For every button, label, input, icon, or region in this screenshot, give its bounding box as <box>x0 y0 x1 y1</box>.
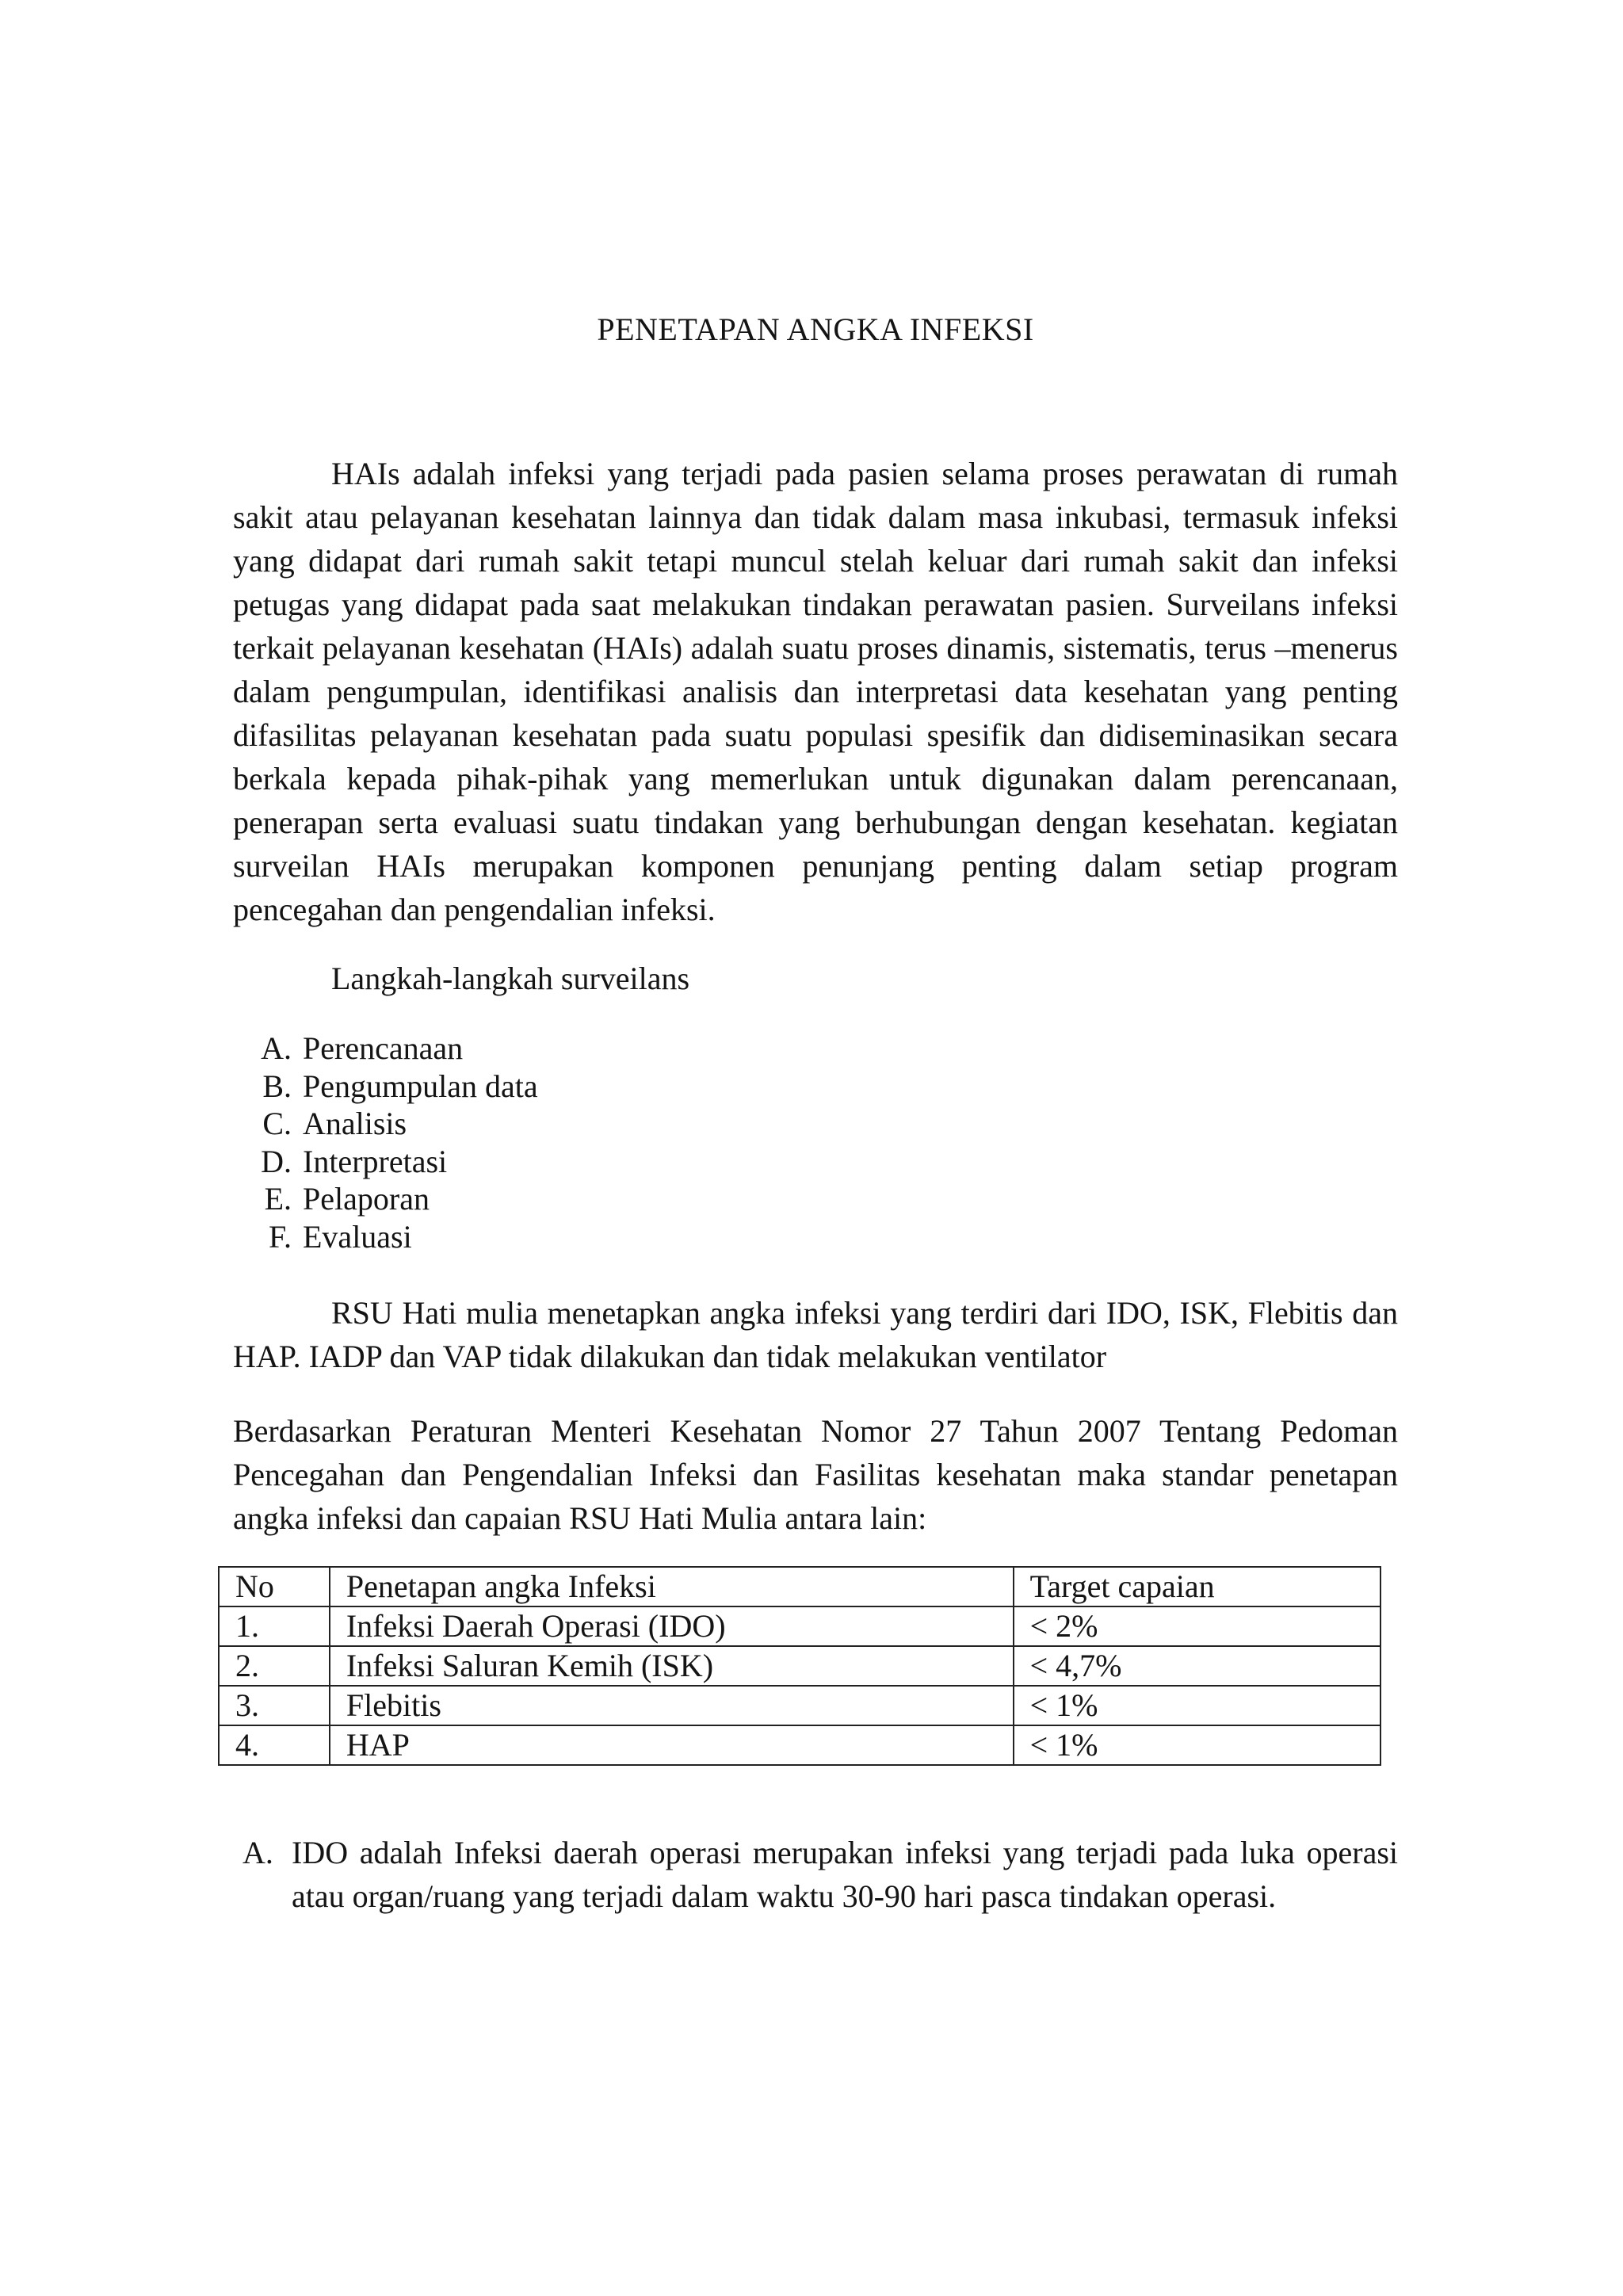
list-item-letter: D. <box>261 1143 292 1179</box>
table-row <box>219 1725 1381 1765</box>
list-item-text: Interpretasi <box>303 1143 448 1179</box>
table-cell: 3. <box>219 1686 330 1725</box>
table-cell: < 1% <box>1014 1686 1381 1725</box>
table-header-cell: Penetapan angka Infeksi <box>330 1567 1014 1606</box>
list-item-text: Analisis <box>303 1106 407 1142</box>
intro-paragraph: HAIs adalah infeksi yang terjadi pada pasien selama proses perawatan di rumah sakit atau pelayanan kesehatan lainnya dan tidak dalam masa inkubasi, termasuk infeksi yang didapat dari rumah sakit tetapi muncul stelah keluar dari rumah sakit dan infeksi petugas yang didapat pada saat melakukan tindakan perawatan pasien. Surveilans infeksi terkait pelayanan kesehatan (HAIs) adalah suatu proses dinamis, sistematis, terus –menerus dalam pengumpulan, identifikasi analisis dan interpretasi data kesehatan yang penting difasilitas pelayanan kesehatan pada suatu populasi spesifik dan didiseminasikan secara berkala kepada pihak-pihak yang memerlukan untuk digunakan dalam perencanaan, penerapan serta evaluasi suatu tindakan yang berhubungan dengan kesehatan. kegiatan surveilan HAIs merupakan komponen penunjang penting dalam setiap program pencegahan dan pengendalian infeksi. <box>233 456 1398 927</box>
table-cell: Infeksi Daerah Operasi (IDO) <box>330 1606 1014 1646</box>
list-item <box>233 1143 946 1181</box>
table-cell: Flebitis <box>330 1686 1014 1725</box>
list-item <box>233 1030 946 1068</box>
table-header-row <box>219 1567 1381 1606</box>
list-item-text: Pengumpulan data <box>303 1068 538 1104</box>
table-cell: < 2% <box>1014 1606 1381 1646</box>
table-row <box>219 1646 1381 1686</box>
table-cell: < 1% <box>1014 1725 1381 1765</box>
document-title: PENETAPAN ANGKA INFEKSI <box>597 311 1034 347</box>
table-cell: 4. <box>219 1725 330 1765</box>
list-item-letter: B. <box>262 1068 292 1104</box>
rsu-paragraph: RSU Hati mulia menetapkan angka infeksi yang terdiri dari IDO, ISK, Flebitis dan HAP. IADP dan VAP tidak dilakukan dan tidak melakukan ventilator <box>233 1295 1398 1374</box>
regulation-paragraph: Berdasarkan Peraturan Menteri Kesehatan Nomor 27 Tahun 2007 Tentang Pedoman Pencegahan dan Pengendalian Infeksi dan Fasilitas kesehatan maka standar penetapan angka infeksi dan capaian RSU Hati Mulia antara lain: <box>233 1413 1398 1536</box>
list-item-letter: A. <box>242 1835 273 1870</box>
list-item <box>233 1068 946 1106</box>
steps-heading: Langkah-langkah surveilans <box>331 961 690 996</box>
list-item-text: Perencanaan <box>303 1030 464 1066</box>
list-item <box>233 1218 946 1256</box>
surveillance-steps-list <box>233 1030 946 1256</box>
table-cell: 1. <box>219 1606 330 1646</box>
list-item-text: Pelaporan <box>303 1181 430 1217</box>
table-cell: Infeksi Saluran Kemih (ISK) <box>330 1646 1014 1686</box>
table-header-cell: Target capaian <box>1014 1567 1381 1606</box>
list-item-letter: A. <box>261 1030 292 1066</box>
list-item <box>233 1105 946 1143</box>
table-cell: HAP <box>330 1725 1014 1765</box>
ido-definition-item <box>233 1831 1398 1918</box>
list-item-letter: E. <box>264 1181 292 1217</box>
table-cell: 2. <box>219 1646 330 1686</box>
list-item <box>233 1180 946 1218</box>
list-item-letter: F. <box>268 1218 292 1255</box>
table-header-cell: No <box>219 1567 330 1606</box>
list-item-letter: C. <box>262 1106 292 1142</box>
table-cell: < 4,7% <box>1014 1646 1381 1686</box>
infection-target-table <box>218 1566 1381 1766</box>
table-row <box>219 1606 1381 1646</box>
list-item-text: Evaluasi <box>303 1218 412 1255</box>
table-row <box>219 1686 1381 1725</box>
ido-definition-text: IDO adalah Infeksi daerah operasi merupakan infeksi yang terjadi pada luka operasi atau organ/ruang yang terjadi dalam waktu 30-90 hari pasca tindakan operasi. <box>292 1835 1398 1914</box>
